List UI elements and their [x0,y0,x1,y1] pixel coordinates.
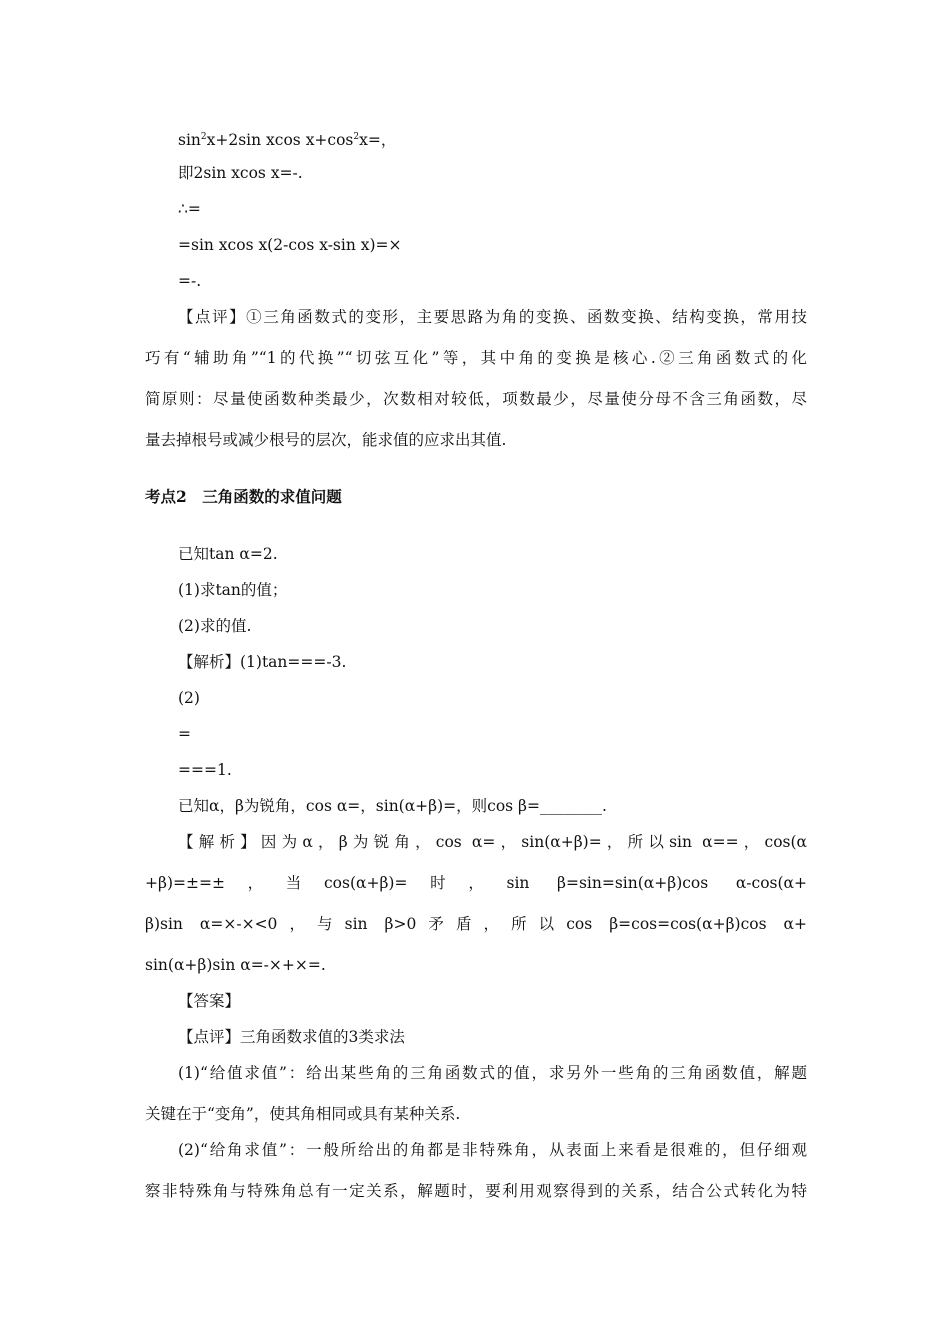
text-segment: sin [178,131,201,149]
text-segment: x=， [359,131,397,149]
comment-2-item-2-line-2: 察非特殊角与特殊角总有一定关系，解题时，要利用观察得到的关系，结合公式转化为特 [145,1182,807,1200]
comment-2-item-2-line-1: (2)“给角求值”：一般所给出的角都是非特殊角，从表面上来看是很难的，但仔细观 [178,1141,807,1159]
problem-1-statement: 已知tan α=2. [178,545,278,563]
equation-line-3: ∴= [178,200,201,218]
solution-1-line-4: ===1. [178,761,232,779]
comment-paragraph-1-line-1: 【点评】①三角函数式的变形，主要思路为角的变换、函数变换、结构变换，常用技 [178,308,807,326]
superscript: 2 [200,132,207,142]
solution-1-line-1: 【解析】(1)tan===-3. [178,653,347,671]
text-segment: x+2sin xcos x+cos [206,131,354,149]
comment-paragraph-1-line-3: 简原则：尽量使函数种类最少，次数相对较低，项数最少，尽量使分母不含三角函数，尽 [145,390,807,408]
solution-1-line-2: (2) [178,689,200,707]
problem-1-part-2: (2)求的值. [178,617,252,635]
problem-1-part-1: (1)求tan的值； [178,581,288,599]
section-heading: 考点2 三角函数的求值问题 [145,487,342,506]
solution-2-line-2: +β)=±=±，当cos(α+β)=时，sin β=sin=sin(α+β)cos α-cos(α+ [145,874,807,892]
solution-2-line-3: β)sin α=×-×<0，与sin β>0矛盾，所以cos β=cos=cos(α+β)cos α+ [145,915,807,933]
equation-line-2: 即2sin xcos x=-. [178,164,303,182]
equation-line-4: =sin xcos x(2-cos x-sin x)=× [178,236,402,254]
comment-paragraph-1-line-2: 巧有“辅助角”“1的代换”“切弦互化”等，其中角的变换是核心.②三角函数式的化 [145,349,807,367]
solution-1-line-3: = [178,725,191,743]
equation-line-5: =-. [178,272,202,290]
solution-2-line-1: 【解析】因为α，β为锐角，cos α=，sin(α+β)=，所以sin α==，cos(α [178,833,807,851]
comment-2-item-1-line-2: 关键在于“变角”，使其角相同或具有某种关系. [145,1105,461,1123]
problem-2-statement: 已知α，β为锐角，cos α=，sin(α+β)=，则cos β=________. [178,797,607,815]
answer-label: 【答案】 [178,992,241,1010]
superscript: 2 [353,132,360,142]
comment-2-item-1-line-1: (1)“给值求值”：给出某些角的三角函数式的值，求另外一些角的三角函数值，解题 [178,1064,807,1082]
solution-2-line-4: sin(α+β)sin α=-×+×=. [145,956,326,974]
comment-2-title: 【点评】三角函数求值的3类求法 [178,1028,405,1046]
comment-paragraph-1-line-4: 量去掉根号或减少根号的层次，能求值的应求出其值. [145,431,507,449]
equation-line-1 [178,126,396,151]
